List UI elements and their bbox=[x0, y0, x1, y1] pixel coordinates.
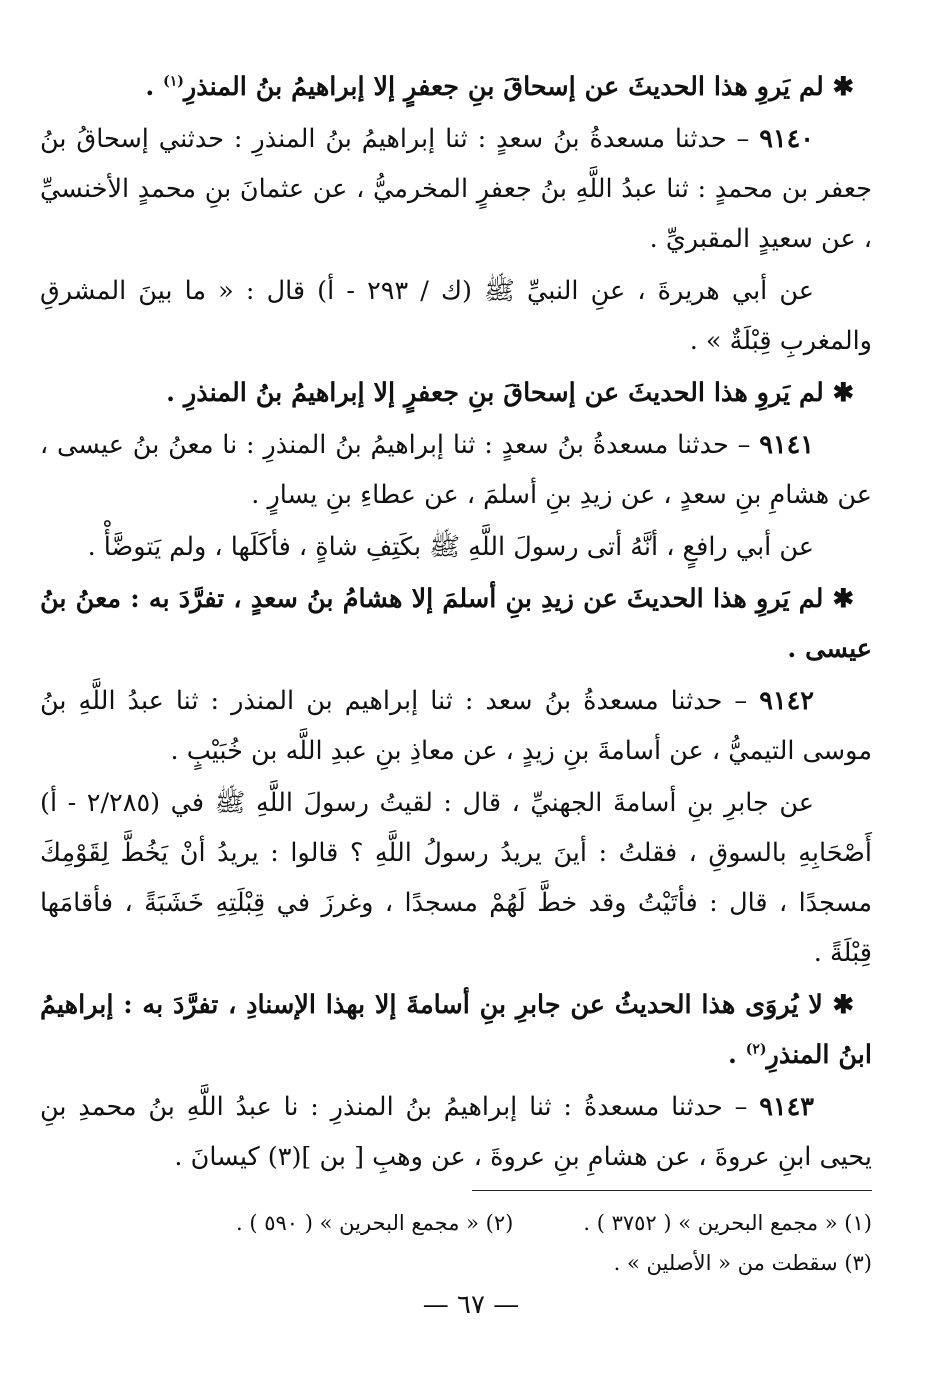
asterisk-icon: ✱ bbox=[823, 72, 854, 102]
footnote-ref: (٢) bbox=[745, 1041, 767, 1058]
hadith-paragraph bbox=[40, 676, 872, 776]
hadith-number: ٩١٤٢ bbox=[759, 686, 814, 716]
editor-note: ✱ لم يَروِ هذا الحديثَ عن إسحاقَ بنِ جعفرٍ إلا إبراهيمُ بنُ المنذرِ . bbox=[166, 378, 854, 408]
editor-note: ✱ لا يُروَى هذا الحديثُ عن جابرِ بنِ أسامةَ إلا بهذا الإسنادِ ، تفرَّدَ به : إبراهيمُ ابنُ المنذرِ$^{(٢)}$ . bbox=[40, 990, 872, 1070]
matn-paragraph: عن أبي رافعٍ ، أنَّهُ أتى رسولَ اللَّهِ ﷺ بكَتِفِ شاةٍ ، فأكَلَها ، ولم يَتوضَّأْ . bbox=[87, 532, 814, 562]
footnote-divider bbox=[472, 1190, 872, 1191]
asterisk-icon: ✱ bbox=[823, 584, 854, 614]
hadith-paragraph bbox=[40, 1082, 872, 1182]
hadith-number: ٩١٤١ bbox=[759, 430, 814, 460]
hadith-text: – حدثنا مسعدةُ بنُ سعدٍ : ثنا إبراهيمُ بنُ المنذرِ : نا معنُ بنُ عيسى ، عن هشامِ بنِ سعدٍ ، عن زيدِ بنِ أسلمَ ، عن عطاءِ بنِ يسارٍ . bbox=[40, 430, 872, 510]
page-number: — ٦٧ — bbox=[422, 1290, 520, 1320]
hadith-text: – حدثنا مسعدةُ بنُ سعد : ثنا إبراهيم بن المنذر : ثنا عبدُ اللَّهِ بنُ موسى التيميُّ ، عن أسامةَ بنِ زيدٍ ، عن معاذِ بنِ عبدِ اللَّه بن خُبَيْبٍ . bbox=[40, 686, 872, 766]
footnote-row bbox=[40, 1203, 872, 1243]
hadith-number: ٩١٤٣ bbox=[759, 1092, 815, 1122]
hadith-number: ٩١٤٠ bbox=[759, 124, 814, 154]
footnote-1: (١) « مجمع البحرين » ( ٣٧٥٢ ) . bbox=[583, 1211, 872, 1235]
editor-note: ✱ لم يَروِ هذا الحديثَ عن إسحاقَ بنِ جعفرٍ إلا إبراهيمُ بنُ المنذرِ$^{(١)}$ . bbox=[145, 72, 854, 102]
hadith-paragraph bbox=[40, 114, 872, 264]
hadith-text: – حدثنا مسعدةُ : ثنا إبراهيمُ بنُ المنذرِ : نا عبدُ اللَّهِ بنُ محمدِ بنِ يحيى ابنِ عروةَ ، عن هشامِ بنِ عروةَ ، عن وهبِ [ بن ](٣) كيسانَ . bbox=[40, 1092, 872, 1172]
footnote-3: (٣) سقطت من « الأصلين » . bbox=[613, 1251, 872, 1275]
hadith-text: – حدثنا مسعدةُ بنُ سعدٍ : ثنا إبراهيمُ بنُ المنذرِ : حدثني إسحاقُ بنُ جعفر بن محمدٍ : ثنا عبدُ اللَّهِ بنُ جعفرٍ المخرميُّ ، عن عثمانَ بنِ محمدٍ الأخنسيِّ ، عن سعيدٍ المقبريِّ . bbox=[40, 124, 872, 254]
editor-note: ✱ لم يَروِ هذا الحديثَ عن زيدِ بنِ أسلمَ إلا هشامُ بنُ سعدٍ ، تفرَّدَ به : معنُ بنُ عيسى . bbox=[40, 584, 872, 664]
hadith-paragraph bbox=[40, 420, 872, 520]
footnote-row bbox=[40, 1243, 872, 1283]
matn-paragraph: عن جابرِ بنِ أسامةَ الجهنيِّ ، قال : لقيتُ رسولَ اللَّهِ ﷺ في (٢/٢٨٥ - أ) أَصْحَابِهِ بالسوقِ ، فقلتُ : أينَ يريدُ رسولُ اللَّهِ ؟ قالوا : يريدُ أنْ يَخُطَّ لِقَوْمِكَ مسجدًا ، قال : فأتَيْتُ وقد خطَّ لَهُمْ مسجدًا ، وغرزَ في قِبْلَتِهِ خَشَبَةً ، فأقامَها قِبْلَةً . bbox=[40, 788, 872, 968]
footnote-2: (٢) « مجمع البحرين » ( ٥٩٠ ) . bbox=[236, 1211, 514, 1235]
footnote-ref: (١) bbox=[163, 73, 184, 90]
asterisk-icon: ✱ bbox=[823, 378, 854, 408]
matn-paragraph: عن أبي هريرةَ ، عنِ النبيِّ ﷺ (ك / ٢٩٣ - أ) قال : « ما بينَ المشرقِ والمغربِ قِبْلَةٌ » . bbox=[40, 276, 872, 356]
asterisk-icon: ✱ bbox=[822, 990, 854, 1020]
